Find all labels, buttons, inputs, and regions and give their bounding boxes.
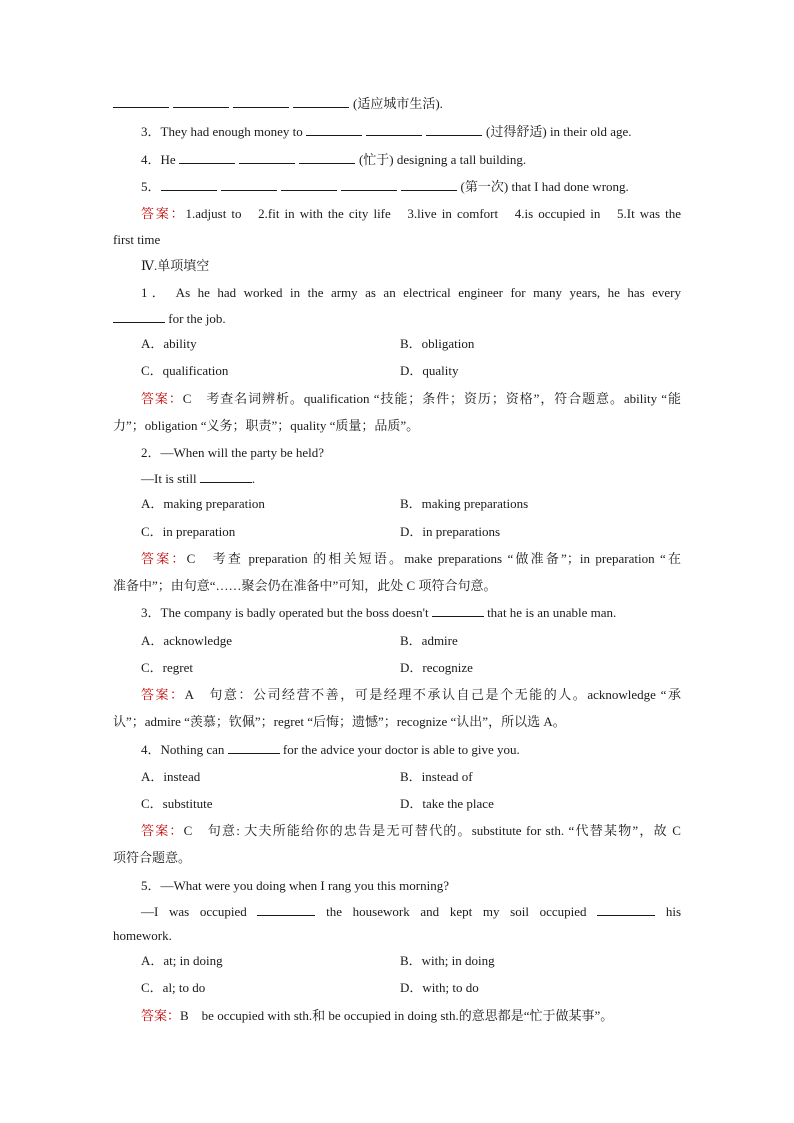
blank: [401, 179, 457, 191]
blank: [341, 179, 397, 191]
q5-answer-line1: [141, 1008, 681, 1024]
question-text: for the job.: [168, 311, 226, 326]
blank: [432, 605, 484, 617]
q1-answer-line2: 力”；obligation “义务；职责”；quality “质量；品质”。: [113, 418, 420, 433]
q1-answer-line1: [141, 391, 681, 407]
q4-option-b: B．instead of: [400, 769, 473, 784]
translation-q3: [141, 124, 681, 140]
q4-answer-line1: [141, 823, 681, 839]
q5-stem-cont: [141, 904, 681, 920]
question-text: the housework and kept my soil occupied: [326, 904, 587, 919]
question-number: 4．: [141, 152, 161, 167]
q2-answer-line2: 准备中”；由句意“……聚会仍在准备中”可知，此处 C 项符合句意。: [113, 578, 497, 593]
q4-option-a: A．instead: [141, 769, 201, 784]
question-number: 3．: [141, 124, 161, 139]
q3-option-b: B．admire: [400, 633, 458, 648]
q3-option-c: C．regret: [141, 660, 193, 675]
blank: [426, 124, 482, 136]
translation-answer-line1: [141, 206, 681, 222]
answer-label: 答案：: [141, 823, 184, 838]
chinese-hint: (过得舒适): [486, 124, 547, 139]
q5-option-c: C．al; to do: [141, 980, 206, 995]
q1-stem: 1． As he had worked in the army as an electrical engineer for many years, he has every: [141, 285, 681, 300]
blank: [179, 152, 235, 164]
answer-label: 答案：: [141, 551, 187, 566]
question-text: —I was occupied: [141, 904, 247, 919]
q2-chinese-hint: (适应城市生活).: [353, 96, 443, 111]
question-text: designing a tall building.: [393, 152, 527, 167]
q2-stem-cont: [141, 471, 681, 487]
q5-option-b: B．with; in doing: [400, 953, 495, 968]
q4-stem: [141, 742, 681, 758]
question-text: —It is still: [141, 471, 197, 486]
q2-stem: 2．—When will the party be held?: [141, 445, 325, 460]
question-number: 5．: [141, 179, 161, 194]
blank: [161, 179, 217, 191]
answer-label: 答案：: [141, 1008, 181, 1023]
blank: [200, 471, 252, 483]
q3-answer-line2: 认”；admire “羡慕；钦佩”；regret “后悔；遗憾”；recognize “认出”，所以选 A。: [113, 714, 566, 729]
blank: [257, 904, 315, 916]
translation-q5: [141, 179, 681, 195]
q4-option-d: D．take the place: [400, 796, 494, 811]
q2-option-a: A．making preparation: [141, 496, 265, 511]
question-text: that I had done wrong.: [508, 179, 629, 194]
question-text: in their old age.: [546, 124, 632, 139]
q2-option-b: B．making preparations: [400, 496, 529, 511]
q3-stem: [141, 605, 681, 621]
q5-option-a: A．at; in doing: [141, 953, 223, 968]
q5-stem: 5．—What were you doing when I rang you this morning?: [141, 878, 449, 893]
chinese-hint: (忙于): [358, 152, 394, 167]
question-text: 3．The company is badly operated but the boss doesn't: [141, 605, 429, 620]
q1-option-d: D．quality: [400, 363, 459, 378]
question-text: They had enough money to: [160, 124, 303, 139]
blank: [281, 179, 337, 191]
answer-text: A 句意：公司经营不善，可是经理不承认自己是个无能的人。acknowledge “承: [184, 687, 681, 702]
q3-answer-line1: [141, 687, 681, 703]
translation-q4: [141, 152, 681, 168]
blank: [239, 152, 295, 164]
section-title: Ⅳ.单项填空: [141, 258, 210, 273]
blank: [221, 179, 277, 191]
question-text: his: [665, 904, 682, 919]
answer-text: C 考查名词辨析。qualification “技能；条件；资历；资格”，符合题意。ability “能: [182, 391, 681, 406]
blank: [228, 742, 280, 754]
chinese-hint: (第一次): [460, 179, 509, 194]
answer-label: 答案：: [141, 206, 186, 221]
blank: [293, 96, 349, 108]
translation-q2-tail: [113, 96, 681, 112]
blank: [299, 152, 355, 164]
q1-option-b: B．obligation: [400, 336, 475, 351]
translation-answer-line2: first time: [113, 232, 161, 247]
question-text: He: [160, 152, 176, 167]
blank: [233, 96, 289, 108]
q4-answer-line2: 项符合题意。: [113, 850, 192, 865]
q2-option-c: C．in preparation: [141, 524, 236, 539]
q1-stem-cont: [113, 311, 681, 327]
question-text: .: [251, 471, 256, 486]
answer-text: C 句意: 大夫所能给你的忠告是无可替代的。substitute for sth. “代替某物”，故 C: [183, 823, 681, 838]
blank: [306, 124, 362, 136]
blank: [597, 904, 655, 916]
q5-option-d: D．with; to do: [400, 980, 479, 995]
question-text: that he is an unable man.: [483, 605, 617, 620]
answer-text: C 考查 preparation 的相关短语。make preparations “做准备”；in preparation “在: [186, 551, 681, 566]
q1-option-a: A．ability: [141, 336, 197, 351]
q1-option-c: C．qualification: [141, 363, 229, 378]
answer-text: 1.adjust to 2.fit in with the city life 3.live in comfort 4.is occupied in 5.It was the: [185, 206, 681, 221]
blank: [173, 96, 229, 108]
q5-stem-cont2: homework.: [113, 928, 172, 943]
question-text: for the advice your doctor is able to give you.: [279, 742, 520, 757]
question-text: 4．Nothing can: [141, 742, 225, 757]
blank: [113, 311, 165, 323]
blank: [366, 124, 422, 136]
q2-option-d: D．in preparations: [400, 524, 501, 539]
q3-option-d: D．recognize: [400, 660, 473, 675]
answer-text: B be occupied with sth.和 be occupied in doing sth.的意思都是“忙于做某事”。: [180, 1008, 614, 1023]
answer-label: 答案：: [141, 687, 185, 702]
q2-answer-line1: [141, 551, 681, 567]
q4-option-c: C．substitute: [141, 796, 213, 811]
blank: [113, 96, 169, 108]
q3-option-a: A．acknowledge: [141, 633, 232, 648]
answer-label: 答案：: [141, 391, 183, 406]
